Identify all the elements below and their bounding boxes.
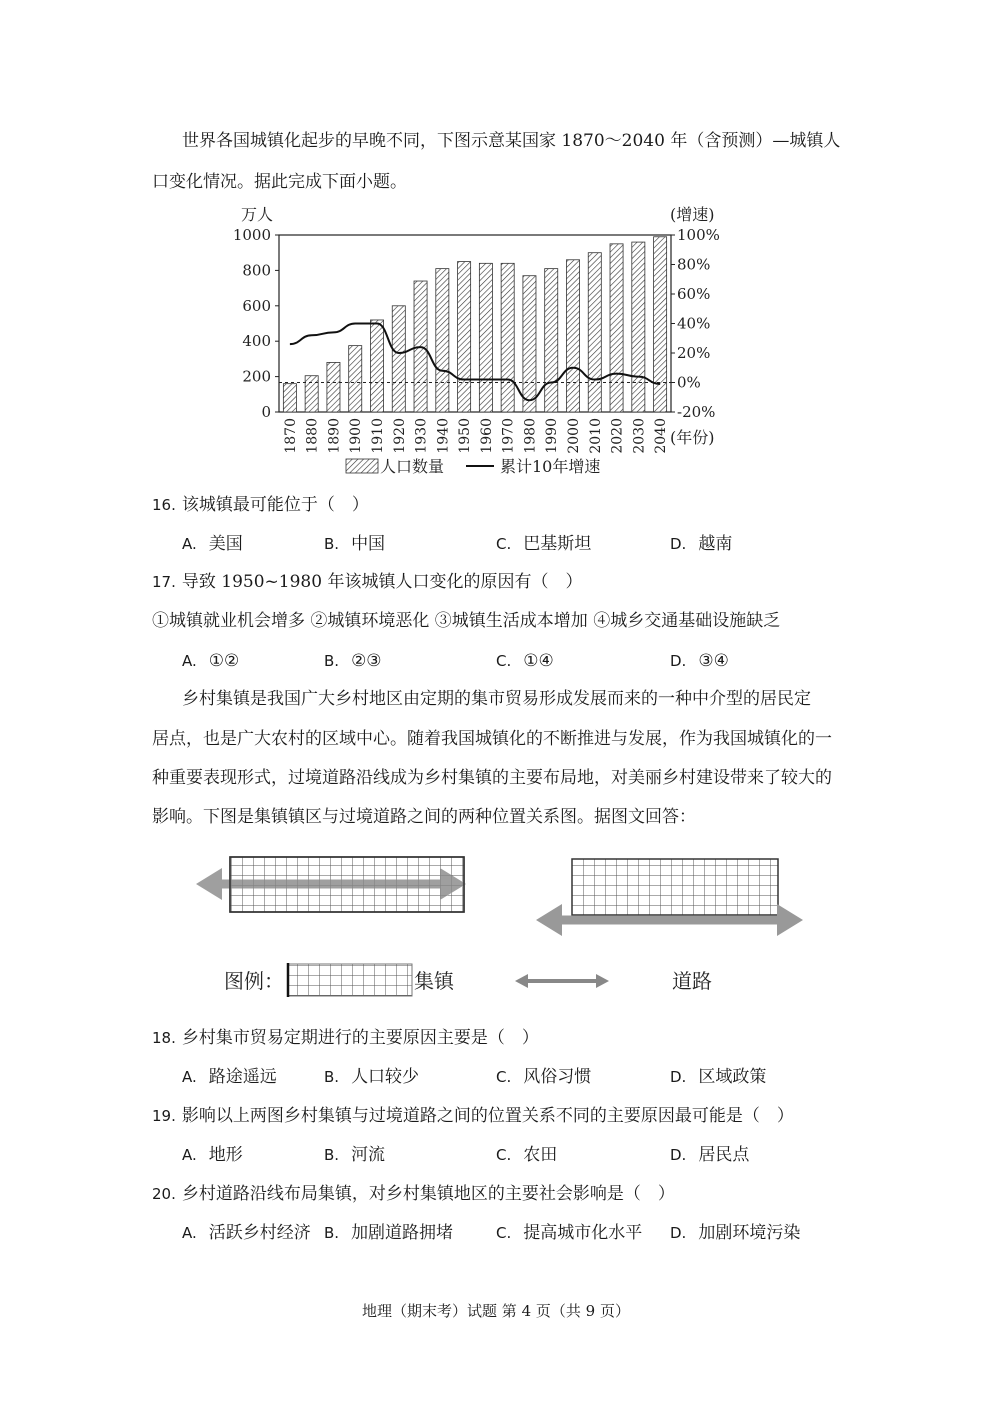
x-tick-label-2040: 2040 bbox=[653, 418, 670, 454]
question-16 bbox=[152, 494, 369, 516]
question-20 bbox=[152, 1183, 675, 1205]
question-18-text: 乡村集市贸易定期进行的主要原因主要是（ ） bbox=[181, 1028, 539, 1048]
q19-option-d-key: D. bbox=[670, 1146, 687, 1164]
x-tick-label-1990: 1990 bbox=[544, 418, 561, 454]
q16-option-d-text: 越南 bbox=[698, 534, 733, 554]
x-tick-label-1950: 1950 bbox=[457, 418, 474, 454]
q19-option-d-text: 居民点 bbox=[698, 1145, 750, 1165]
q17-option-a-text: ①② bbox=[208, 651, 240, 671]
bar-1900 bbox=[349, 346, 362, 412]
diagram-legend-label: 图例： bbox=[224, 969, 284, 993]
x-tick-label-1880: 1880 bbox=[304, 418, 321, 454]
q17-option-a-key: A. bbox=[182, 652, 197, 670]
legend-bar-swatch bbox=[346, 459, 378, 473]
q18-option-d[interactable] bbox=[670, 1066, 766, 1088]
bar-2010 bbox=[588, 253, 601, 412]
intro2-line4: 影响。下图是集镇镇区与过境道路之间的两种位置关系图。据图文回答： bbox=[152, 807, 696, 827]
q19-option-c[interactable] bbox=[496, 1144, 557, 1166]
legend-line-label: 累计10年增速 bbox=[500, 457, 601, 476]
q20-option-d[interactable] bbox=[670, 1222, 800, 1244]
q18-option-a[interactable] bbox=[182, 1066, 277, 1088]
x-tick-label-1940: 1940 bbox=[435, 418, 452, 454]
bar-1910 bbox=[370, 320, 383, 412]
question-16-text: 该城镇最可能位于（ ） bbox=[181, 495, 369, 515]
q20-option-b-key: B. bbox=[324, 1224, 340, 1242]
q20-option-a-text: 活跃乡村经济 bbox=[208, 1223, 311, 1243]
population-chart bbox=[0, 200, 992, 480]
q20-option-c-key: C. bbox=[496, 1224, 512, 1242]
q20-option-c[interactable] bbox=[496, 1222, 642, 1244]
q16-option-b-key: B. bbox=[324, 535, 340, 553]
intro2-line2: 居点，也是广大农村的区域中心。随着我国城镇化的不断推进与发展，作为我国城镇化的一 bbox=[152, 729, 832, 749]
right-tick-label-100: 100% bbox=[677, 226, 720, 244]
left-tick-label-200: 200 bbox=[242, 367, 271, 386]
intro2-line1: 乡村集镇是我国广大乡村地区由定期的集市贸易形成发展而来的一种中介型的居民定 bbox=[182, 689, 811, 709]
q20-option-b-text: 加剧道路拥堵 bbox=[351, 1223, 454, 1243]
q20-option-b[interactable] bbox=[324, 1222, 453, 1244]
bar-1880 bbox=[305, 376, 318, 412]
intro1-line1: 世界各国城镇化起步的早晚不同，下图示意某国家 1870～2040 年（含预测）—城镇人 bbox=[182, 131, 841, 151]
bar-1950 bbox=[458, 262, 471, 412]
bar-2040 bbox=[654, 237, 667, 412]
q18-option-c[interactable] bbox=[496, 1066, 591, 1088]
x-tick-label-1970: 1970 bbox=[500, 418, 517, 454]
x-tick-label-2010: 2010 bbox=[587, 418, 604, 454]
q20-option-a-key: A. bbox=[182, 1224, 197, 1242]
right-tick-label-0: 0% bbox=[677, 373, 701, 392]
bar-2020 bbox=[610, 244, 623, 412]
q18-option-b-text: 人口较少 bbox=[351, 1067, 420, 1087]
q20-option-d-text: 加剧环境污染 bbox=[698, 1223, 801, 1243]
q19-option-c-key: C. bbox=[496, 1146, 512, 1164]
q17-option-d-text: ③④ bbox=[698, 651, 729, 671]
q16-option-c[interactable] bbox=[496, 533, 591, 555]
x-tick-label-2020: 2020 bbox=[609, 418, 626, 454]
question-17-text: 导致 1950~1980 年该城镇人口变化的原因有（ ） bbox=[181, 572, 583, 592]
right-tick-label-20: 20% bbox=[677, 344, 711, 362]
bar-1970 bbox=[501, 263, 514, 412]
bar-2000 bbox=[566, 260, 579, 412]
q18-option-b-key: B. bbox=[324, 1068, 340, 1086]
left-tick-label-600: 600 bbox=[242, 296, 271, 315]
diagram-town-label: 集镇 bbox=[414, 969, 454, 993]
q18-option-a-key: A. bbox=[182, 1068, 197, 1086]
growth-line bbox=[290, 324, 660, 401]
left-tick-label-800: 800 bbox=[242, 261, 271, 280]
diagram-road-label: 道路 bbox=[672, 969, 712, 993]
layout-road-beside-town bbox=[536, 859, 803, 936]
question-20-text: 乡村道路沿线布局集镇，对乡村集镇地区的主要社会影响是（ ） bbox=[181, 1184, 675, 1204]
q18-option-d-text: 区域政策 bbox=[698, 1067, 767, 1087]
intro2-line3: 种重要表现形式，过境道路沿线成为乡村集镇的主要布局地，对美丽乡村建设带来了较大的 bbox=[152, 768, 832, 788]
right-tick-label-40: 40% bbox=[677, 314, 711, 333]
q17-option-d[interactable] bbox=[670, 650, 729, 672]
bar-1890 bbox=[327, 362, 340, 412]
q18-option-c-text: 风俗习惯 bbox=[523, 1067, 592, 1087]
legend-road-arrow bbox=[515, 974, 609, 988]
q16-option-b-text: 中国 bbox=[351, 534, 386, 554]
question-18-number: 18. bbox=[152, 1029, 176, 1047]
q19-option-a[interactable] bbox=[182, 1144, 243, 1166]
legend-bar-label: 人口数量 bbox=[380, 457, 445, 476]
x-tick-label-1870: 1870 bbox=[282, 418, 299, 454]
legend-town-swatch bbox=[288, 964, 412, 996]
question-18 bbox=[152, 1027, 539, 1049]
q18-option-d-key: D. bbox=[670, 1068, 687, 1086]
q18-option-c-key: C. bbox=[496, 1068, 512, 1086]
bar-2030 bbox=[632, 242, 645, 412]
x-tick-label-1910: 1910 bbox=[370, 418, 386, 454]
q17-option-b[interactable] bbox=[324, 650, 382, 672]
x-tick-label-1900: 1900 bbox=[348, 418, 365, 454]
q16-option-d-key: D. bbox=[670, 535, 687, 553]
q17-option-b-key: B. bbox=[324, 652, 340, 670]
q17-option-b-text: ②③ bbox=[351, 651, 382, 671]
q19-option-a-text: 地形 bbox=[208, 1145, 243, 1165]
q16-option-a[interactable] bbox=[182, 533, 243, 555]
q17-option-a[interactable] bbox=[182, 650, 239, 672]
q18-option-a-text: 路途遥远 bbox=[208, 1067, 277, 1087]
q20-option-c-text: 提高城市化水平 bbox=[523, 1223, 643, 1243]
intro1-line2: 口变化情况。据此完成下面小题。 bbox=[152, 172, 407, 192]
x-tick-label-1980: 1980 bbox=[522, 418, 539, 454]
question-17-number: 17. bbox=[152, 573, 176, 591]
question-19-number: 19. bbox=[152, 1107, 176, 1125]
q19-option-b-text: 河流 bbox=[351, 1145, 386, 1165]
q16-option-d[interactable] bbox=[670, 533, 732, 555]
question-17 bbox=[152, 571, 582, 593]
right-tick-label-60: 60% bbox=[677, 285, 711, 303]
bar-1980 bbox=[523, 276, 536, 412]
q16-option-b[interactable] bbox=[324, 533, 385, 555]
q17-option-c-key: C. bbox=[496, 652, 512, 670]
q17-option-c[interactable] bbox=[496, 650, 554, 672]
q19-option-b-key: B. bbox=[324, 1146, 340, 1164]
q19-option-d[interactable] bbox=[670, 1144, 749, 1166]
q19-option-a-key: A. bbox=[182, 1146, 197, 1164]
bar-1990 bbox=[545, 269, 558, 412]
q17-option-c-text: ①④ bbox=[523, 651, 554, 671]
q18-option-b[interactable] bbox=[324, 1066, 419, 1088]
q20-option-d-key: D. bbox=[670, 1224, 687, 1242]
x-tick-label-1890: 1890 bbox=[326, 418, 343, 454]
right-axis-title: (增速) bbox=[670, 205, 715, 224]
town-road-diagram bbox=[0, 845, 992, 1015]
question-16-number: 16. bbox=[152, 496, 176, 514]
bar-1940 bbox=[436, 269, 449, 412]
question-19-text: 影响以上两图乡村集镇与过境道路之间的位置关系不同的主要原因最可能是（ ） bbox=[181, 1106, 794, 1126]
q19-option-c-text: 农田 bbox=[523, 1145, 558, 1165]
left-tick-label-400: 400 bbox=[242, 332, 271, 351]
bar-1920 bbox=[392, 306, 405, 412]
right-tick-label-80: 80% bbox=[677, 255, 711, 274]
question-20-number: 20. bbox=[152, 1185, 176, 1203]
x-tick-label-1930: 1930 bbox=[413, 418, 430, 454]
town-block-right bbox=[572, 859, 778, 915]
question-17-statements: ①城镇就业机会增多 ②城镇环境恶化 ③城镇生活成本增加 ④城乡交通基础设施缺乏 bbox=[152, 611, 781, 631]
q17-option-d-key: D. bbox=[670, 652, 687, 670]
q16-option-a-text: 美国 bbox=[208, 534, 243, 554]
x-tick-label-2030: 2030 bbox=[631, 418, 648, 454]
layout-road-through-town bbox=[196, 857, 466, 912]
q20-option-a[interactable] bbox=[182, 1222, 311, 1244]
q16-option-a-key: A. bbox=[182, 535, 197, 553]
left-axis-title: 万人 bbox=[241, 205, 274, 224]
question-19 bbox=[152, 1105, 794, 1127]
bar-1870 bbox=[283, 384, 296, 412]
right-tick-label--20: -20% bbox=[677, 403, 716, 421]
x-tick-label-1920: 1920 bbox=[391, 418, 408, 454]
x-tick-label-1960: 1960 bbox=[478, 418, 495, 454]
bar-1960 bbox=[479, 263, 492, 412]
q19-option-b[interactable] bbox=[324, 1144, 385, 1166]
x-tick-label-2000: 2000 bbox=[566, 418, 582, 454]
q16-option-c-key: C. bbox=[496, 535, 512, 553]
q16-option-c-text: 巴基斯坦 bbox=[523, 534, 592, 554]
left-tick-label-1000: 1000 bbox=[232, 226, 271, 244]
left-tick-label-0: 0 bbox=[261, 403, 271, 421]
page-footer: 地理（期末考）试题 第 4 页（共 9 页） bbox=[362, 1302, 630, 1320]
x-axis-title: (年份) bbox=[670, 428, 715, 447]
